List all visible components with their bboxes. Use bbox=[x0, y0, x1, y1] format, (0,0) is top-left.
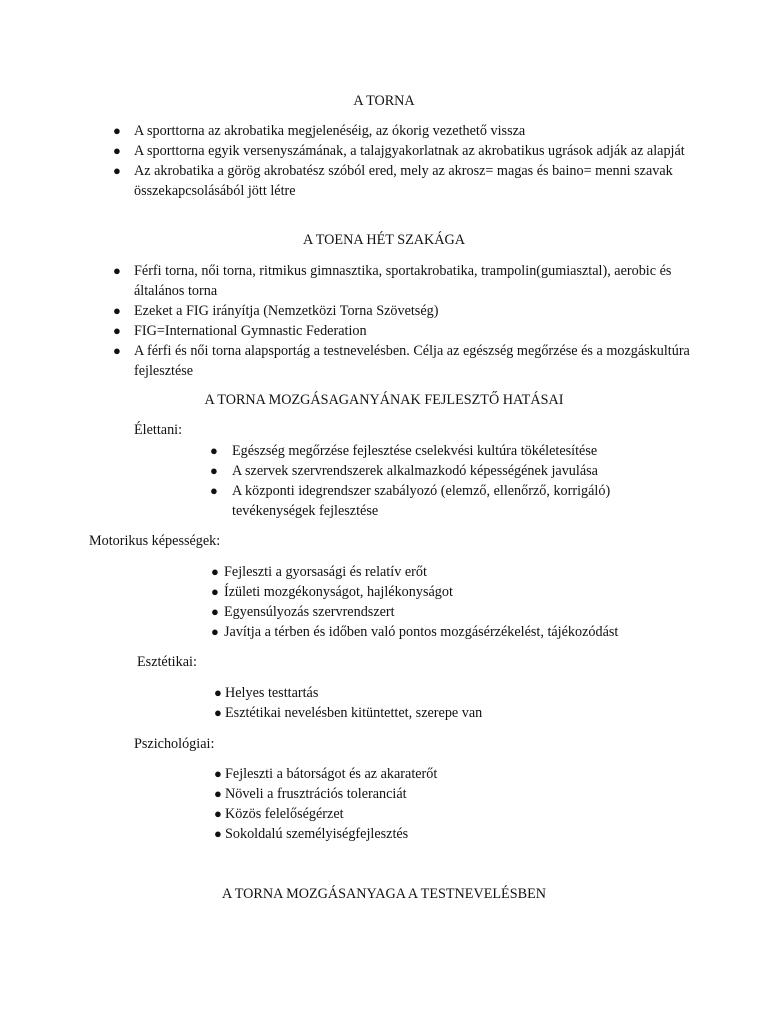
bullet-icon: ● bbox=[113, 323, 121, 338]
bullet-icon: ● bbox=[113, 303, 121, 318]
bullet-icon: ● bbox=[214, 766, 222, 781]
bullet-icon: ● bbox=[214, 786, 222, 801]
esztetikai-list bbox=[214, 683, 685, 723]
list-item: ● A szervek szervrendszerek alkalmazkodó képességének javulása bbox=[210, 463, 598, 479]
pszichologiai-list bbox=[214, 764, 685, 844]
list-item: ● Javítja a térben és időben való pontos mozgásérzékelést, tájékozódást bbox=[211, 624, 619, 640]
bullet-icon: ● bbox=[214, 685, 222, 700]
pszichologiai-label: Pszichológiai: bbox=[134, 736, 215, 752]
list-item: ● A sporttorna egyik versenyszámának, a talajgyakorlatnak az akrobatikus ugrások adják az alapját bbox=[113, 143, 685, 159]
list-item: ● Esztétikai nevelésben kitüntettet, szerepe van bbox=[214, 705, 483, 721]
list-item: ● Egyensúlyozás szervrendszert bbox=[211, 604, 395, 620]
bullet-icon: ● bbox=[113, 163, 121, 178]
bullet-icon: ● bbox=[214, 705, 222, 720]
motorikus-list bbox=[211, 562, 684, 642]
list-item: ● A sporttorna az akrobatika megjelenéséig, az ókorig vezethető vissza bbox=[113, 123, 526, 139]
list-item: ● Az akrobatika a görög akrobatész szóból ered, mely az akrosz= magas és baino= menni szavak összekapcsolásából jött létre bbox=[113, 163, 673, 199]
bullet-icon: ● bbox=[210, 483, 218, 498]
section-title-hatasai: A TORNA MOZGÁSAGANYÁNAK FEJLESZTŐ HATÁSAI bbox=[204, 392, 564, 408]
section-title-szakaga: A TOENA HÉT SZAKÁGA bbox=[303, 232, 465, 248]
bullet-icon: ● bbox=[211, 564, 219, 579]
bullet-icon: ● bbox=[214, 806, 222, 821]
page-title: A TORNA bbox=[353, 93, 415, 109]
bullet-icon: ● bbox=[211, 604, 219, 619]
list-item: ● Sokoldalú személyiségfejlesztés bbox=[214, 826, 409, 842]
bullet-icon: ● bbox=[113, 143, 121, 158]
szakaga-list bbox=[113, 261, 694, 381]
bullet-icon: ● bbox=[113, 263, 121, 278]
bullet-icon: ● bbox=[211, 624, 219, 639]
bullet-icon: ● bbox=[211, 584, 219, 599]
list-item: ● Egészség megőrzése fejlesztése cselekvési kultúra tökéletesítése bbox=[210, 443, 598, 459]
list-item: ● Növeli a frusztrációs toleranciát bbox=[214, 786, 407, 802]
esztetikai-label: Esztétikai: bbox=[137, 654, 197, 670]
elettani-list bbox=[210, 441, 672, 521]
list-item: ● Ízületi mozgékonyságot, hajlékonyságot bbox=[211, 584, 453, 600]
section-title-mozgasanyaga: A TORNA MOZGÁSANYAGA A TESTNEVELÉSBEN bbox=[222, 886, 546, 902]
bullet-icon: ● bbox=[210, 463, 218, 478]
list-item: ● A férfi és női torna alapsportág a testnevelésben. Célja az egészség megőrzése és a mozgáskultúra fejlesztése bbox=[113, 343, 690, 379]
motorikus-label: Motorikus képességek: bbox=[89, 533, 221, 549]
list-item: ● Férfi torna, női torna, ritmikus gimnasztika, sportakrobatika, trampolin(gumiasztal), aerobic és általános torna bbox=[113, 263, 672, 299]
bullet-icon: ● bbox=[113, 343, 121, 358]
bullet-icon: ● bbox=[210, 443, 218, 458]
list-item: ● Ezeket a FIG irányítja (Nemzetközi Torna Szövetség) bbox=[113, 303, 439, 319]
intro-list bbox=[113, 121, 694, 201]
list-item: ● Fejleszti a bátorságot és az akaraterőt bbox=[214, 766, 438, 782]
list-item: ● Fejleszti a gyorsasági és relatív erőt bbox=[211, 564, 427, 580]
list-item: ● A központi idegrendszer szabályozó (elemző, ellenőrző, korrigáló) tevékenységek fejlesztése bbox=[210, 483, 611, 519]
list-item: ● FIG=International Gymnastic Federation bbox=[113, 323, 367, 339]
list-item: ● Helyes testtartás bbox=[214, 685, 319, 701]
elettani-label: Élettani: bbox=[134, 422, 183, 438]
bullet-icon: ● bbox=[214, 826, 222, 841]
list-item: ● Közös felelőségérzet bbox=[214, 806, 344, 822]
bullet-icon: ● bbox=[113, 123, 121, 138]
